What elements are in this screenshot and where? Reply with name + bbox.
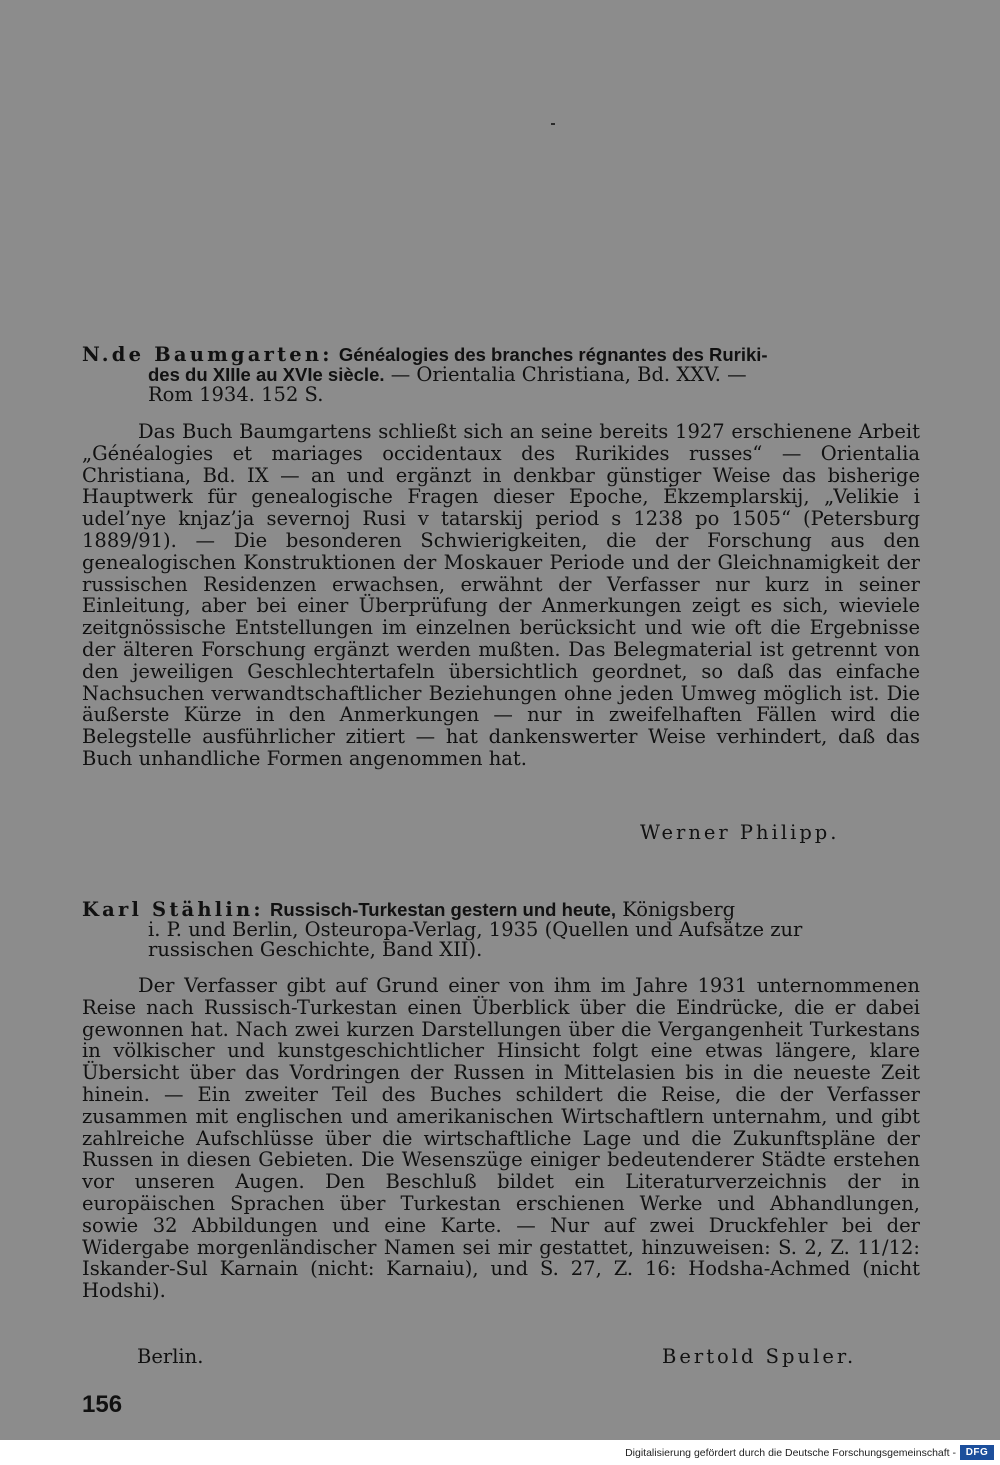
review1-title-line1: Généalogies des branches régnantes des Ruriki-: [338, 344, 768, 365]
review2-heading-line2: i. P. und Berlin, Osteuropa-Verlag, 1935 (Quellen und Aufsätze zur: [148, 918, 803, 941]
review2-paragraph: Der Verfasser gibt auf Grund einer von ihm im Jahre 1931 unternommenen Reise nach Russisch-Turkestan einen Überblick über die Eindrücke, die er dabei gewonnen hat. Nach zwei kurzen Darstellungen über die Vergangenheit Turkestans in völkischer und kunstgeschichtlicher Hinsicht folgt eine etwas längere, klare Übersicht über das Vordringen der Russen in Mittelasien bis in die neueste Zeit hinein. — Ein zweiter Teil des Buches schildert die Reise, die der Verfasser zusammen mit englischen und amerikanischen Wirtschaftlern unternahm, und gibt zahlreiche Aufschlüsse über die wirtschaftliche Lage und die Zukunftspläne der Russen in diesen Gebieten. Die Wesenszüge einiger bedeutenderer Städte erstehen vor unseren Augen. Den Beschluß bildet ein Literaturverzeichnis der in europäischen Sprachen über Turkestan erschienen Werke und Abhandlungen, sowie 32 Abbildungen und eine Karte. — Nur auf zwei Druckfehler bei der Widergabe morgenländischer Namen sei mir gestattet, hinzuweisen: S. 2, Z. 11/12: Iskander-Sul Karnain (nicht: Karnaiu), und S. 27, Z. 16: Hodsha-Achmed (nicht Hodshi).: [82, 974, 920, 1303]
review1-heading: [82, 345, 922, 405]
digitization-footer: [0, 1440, 1000, 1465]
review2-heading-line3: russischen Geschichte, Band XII).: [148, 938, 483, 961]
review1-series: — Orientalia Christiana, Bd. XXV. —: [384, 363, 747, 386]
review2-heading: [82, 900, 922, 960]
review2-title: Russisch-Turkestan gestern und heute,: [269, 899, 617, 920]
scan-speck: [551, 123, 555, 125]
review2-place-signature: Berlin.: [137, 1345, 204, 1368]
review1-signature: Werner Philipp.: [640, 821, 840, 844]
review1-heading-line3: Rom 1934. 152 S.: [148, 383, 324, 406]
review1-author: N.de Baumgarten:: [82, 343, 333, 366]
footer-credit: Digitalisierung gefördert durch die Deutsche Forschungsgemeinschaft -: [625, 1447, 956, 1459]
review1-body: [82, 421, 920, 770]
page-number: 156: [82, 1391, 123, 1418]
review1-paragraph: Das Buch Baumgartens schließt sich an seine bereits 1927 erschienene Arbeit „Généalogies et mariages occidentaux des Rurikides russes“ — Orientalia Christiana, Bd. IX — an und ergänzt in denkbar günstiger Weise das bisherige Hauptwerk für genealogische Fragen dieser Epoche, Ėkzemplarskij, „Velikie i udel’nye knjaz’ja severnoj Rusi v tatarskij period s 1238 po 1505“ (Petersburg 1889/91). — Die besonderen Schwierigkeiten, die der Forschung aus den genealogischen Konstruktionen der Moskauer Periode und der Gleichnamigkeit der russischen Residenzen erwachsen, erwähnt der Verfasser nur kurz in seiner Einleitung, aber bei einer Überprüfung der Anmerkungen zeigt es sich, wieviele zeitgnössische Entstellungen im einzelnen berücksicht und wie oft die Ergebnisse der älteren Forschung ergänzt werden mußten. Das Belegmaterial ist getrennt von den jeweiligen Geschlechtertafeln übersichtlich geordnet, so daß das einfache Nachsuchen verwandtschaftlicher Beziehungen ohne jeden Umweg möglich ist. Die äußerste Kürze in den Anmerkungen — nur in zweifelhaften Fällen wird die Belegstelle ausführlicher zitiert — hat dankenswerter Weise verhindert, daß das Buch unhandliche Formen angenommen hat.: [82, 420, 920, 770]
review1-title-line2: des du XIIIe au XVIe siècle.: [148, 364, 385, 385]
review1-heading-line2: [82, 365, 922, 385]
dfg-logo: DFG: [960, 1445, 994, 1460]
review2-author: Karl Stählin:: [82, 898, 264, 921]
review2-signature: Bertold Spuler.: [662, 1345, 857, 1368]
review2-place: Königsberg: [616, 898, 736, 921]
review2-body: [82, 975, 920, 1302]
